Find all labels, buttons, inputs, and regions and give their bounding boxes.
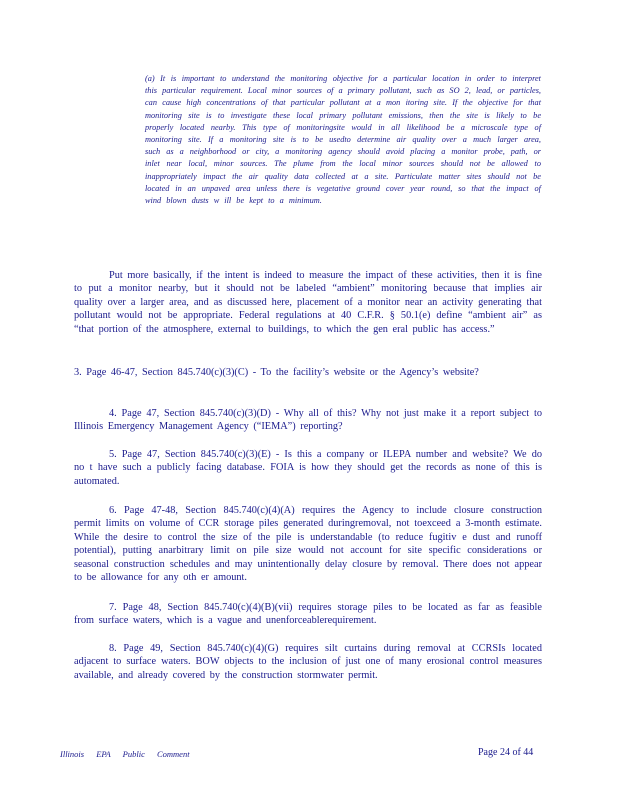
comment-item-3: 3. Page 46-47, Section 845.740(c)(3)(C) - To the facility’s website or the Agency’s website? <box>74 367 479 378</box>
intro-paragraph: Put more basically, if the intent is indeed to measure the impact of these activities, then it is fine to put a monitor nearby, but it should not be labeled “ambient” monitoring because that implies air quality over a larger area, and as discussed here, placement of a monitor near an activity generating that pollutant would not be appropriate. Federal regulations at 40 C.F.R. § 50.1(e) define “ambient air” as “that portion of the atmosphere, external to buildings, to which the gen eral public has access.” <box>74 270 542 335</box>
comment-item-4: 4. Page 47, Section 845.740(c)(3)(D) - Why all of this? Why not just make it a report subject to Illinois Emergency Management Agency (“IEMA”) reporting? <box>74 408 542 433</box>
block-quote: (a) It is important to understand the monitoring objective for a particular location in order to interpret this particular requirement. Local minor sources of a primary pollutant, such as SO 2, lead, or particles, can cause high concentrations of that particular pollutant at a mon itoring site. If the objective for that monitoring site is to investigate these local primary pollutant emissions, then the site is likely to be properly located nearby. This type of monitoringsite would in all likelihood be a microscale type of monitoring site. If a monitoring site is to be usedto determine air quality over a much larger area, such as a neighborhood or city, a monitoring agency should avoid placing a monitor probe, path, or inlet near local, minor sources. The plume from the local minor sources should not be allowed to inappropriately impact the air quality data collected at a site. Particulate matter sites should not be located in an unpaved area unless there is vegetative ground cover year round, so that the impact of wind blown dusts w ill be kept to a minimum. <box>145 74 541 206</box>
comment-item-5: 5. Page 47, Section 845.740(c)(3)(E) - Is this a company or ILEPA number and website? We do no t have such a publicly facing database. FOIA is how they should get the records as none of this is automated. <box>74 449 542 487</box>
footer-source-label: Illinois EPA Public Comment <box>60 749 190 759</box>
page-number: Page 24 of 44 <box>478 747 534 758</box>
comment-item-8: 8. Page 49, Section 845.740(c)(4)(G) requires silt curtains during removal at CCRSIs located adjacent to surface waters. BOW objects to the inclusion of just one of many erosional control measures available, and already covered by the construction stormwater permit. <box>74 643 542 681</box>
comment-item-7: 7. Page 48, Section 845.740(c)(4)(B)(vii) requires storage piles to be located as far as feasible from surface waters, which is a vague and unenforceablerequirement. <box>74 602 542 627</box>
comment-item-6: 6. Page 47-48, Section 845.740(c)(4)(A) requires the Agency to include closure construction permit limits on volume of CCR storage piles generated duringremoval, not toexceed a 3-month estimate. While the desire to control the size of the pile is understandable (to reduce fugitiv e dust and runoff potential), putting anarbitrary limit on pile size would not account for site specific considerations or seasonal construction schedules and may unintentionally delay closure by removal. There does not appear to be allowance for any oth er amount. <box>74 505 542 584</box>
